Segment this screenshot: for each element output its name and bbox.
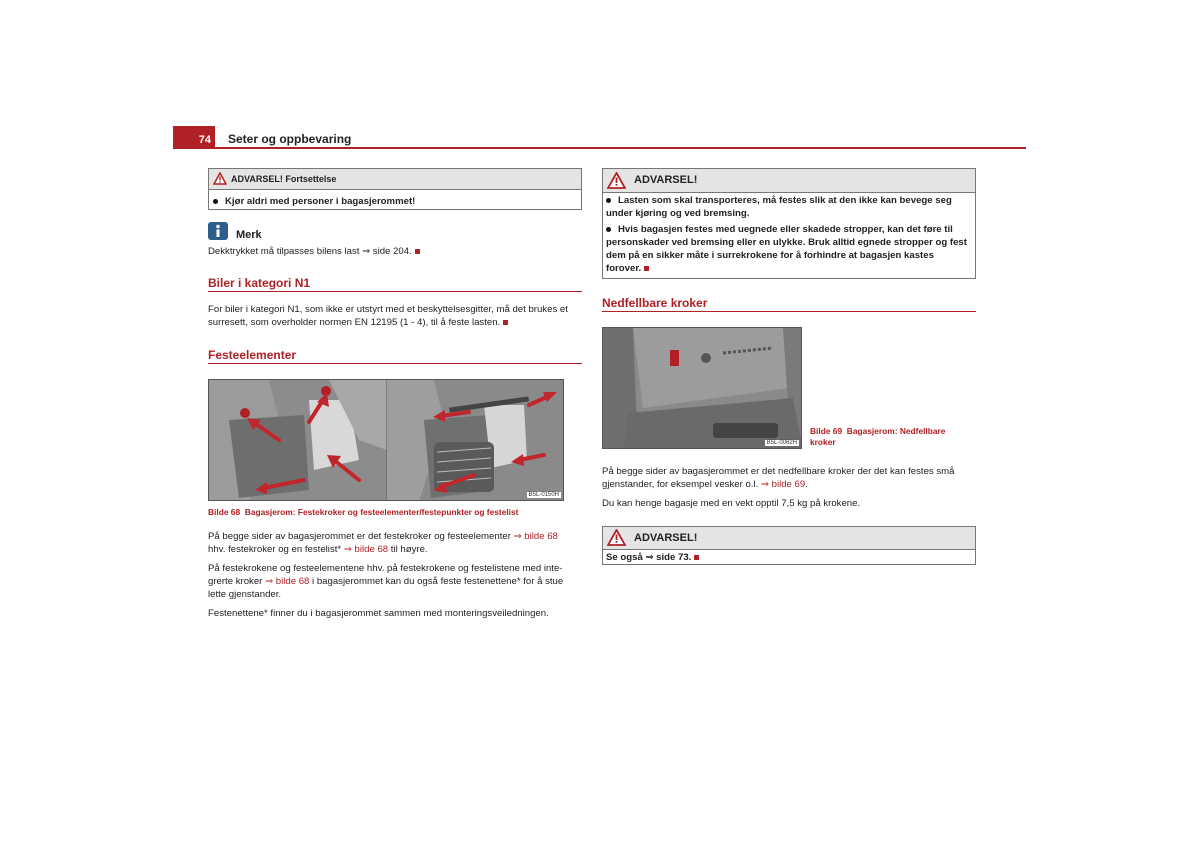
warning-continued-item-text: Kjør aldri med personer i bagasjerommet! xyxy=(225,196,416,207)
warning-icon xyxy=(607,172,626,189)
figure-code: B5L-0062H xyxy=(766,440,797,446)
n1-text xyxy=(208,303,588,329)
warning-continued-box xyxy=(208,168,582,210)
header-rule xyxy=(173,147,1026,149)
section-title: Seter og oppbevaring xyxy=(228,132,352,146)
heading-rule xyxy=(208,363,582,364)
n1-text-line: surresett, som overholder normen EN 12195 (1 - 4), til å feste lasten. xyxy=(208,317,501,328)
bullet-icon xyxy=(606,227,611,232)
warning-text: forover. xyxy=(606,263,642,274)
heading-rule xyxy=(602,311,976,312)
warning-icon xyxy=(213,172,227,185)
paragraph-text: . xyxy=(805,479,808,490)
warning-text: dem på en sikker måte i surrekrokene for å forhindre at bagasjen kastes xyxy=(606,250,934,261)
warning-header xyxy=(603,527,975,550)
nedfellbare-text xyxy=(602,465,982,510)
warning-box-2 xyxy=(602,526,976,565)
paragraph-text: hhv. festekroker og en festelist* xyxy=(208,544,344,555)
figure-69-illustration xyxy=(603,328,802,449)
warning-header xyxy=(603,169,975,193)
paragraph-text: På begge sider av bagasjerommet er det festekroker og festeelementer xyxy=(208,531,514,542)
figure-code: B5L-0150H xyxy=(528,492,559,498)
figure-69-caption xyxy=(810,426,945,448)
warning-text: Lasten som skal transporteres, må festes slik at den ikke kan bevege seg xyxy=(618,195,952,206)
warning-title: ADVARSEL! xyxy=(634,532,698,544)
link-bilde-69[interactable]: ⇒ bilde 69 xyxy=(760,479,806,490)
paragraph-text: til høyre. xyxy=(388,544,428,555)
caption-text: Bagasjerom: Festekroker og festeelementer/festepunkter og festelist xyxy=(244,507,519,517)
warning-box xyxy=(602,168,976,279)
note-title: Merk xyxy=(236,229,262,241)
paragraph-text: Festenettene* finner du i bagasjerommet sammen med monteringsveiledningen. xyxy=(208,608,549,619)
festeelementer-text xyxy=(208,530,588,620)
caption-text: Bagasjerom: Nedfellbare xyxy=(846,426,946,436)
warning-continued-title: ADVARSEL! Fortsettelse xyxy=(231,174,337,184)
link-bilde-68[interactable]: ⇒ bilde 68 xyxy=(513,531,558,542)
caption-label: Bilde 69 xyxy=(810,426,843,436)
bullet-icon xyxy=(213,199,218,204)
paragraph-text: i bagasjerommet kan du også feste festenettene* for å stue xyxy=(309,576,564,587)
info-icon xyxy=(208,222,228,240)
end-mark xyxy=(503,320,508,325)
figure-69 xyxy=(602,327,802,449)
heading-rule xyxy=(208,291,582,292)
figure-68 xyxy=(208,379,564,501)
paragraph-text: Du kan henge bagasje med en vekt opptil 7,5 kg på krokene. xyxy=(602,498,861,509)
link-bilde-68[interactable]: ⇒ bilde 68 xyxy=(265,576,310,587)
warning-continued-header xyxy=(209,169,581,190)
end-mark xyxy=(415,249,420,254)
paragraph-text: På begge sider av bagasjerommet er det nedfellbare kroker der det kan festes små xyxy=(602,466,955,477)
end-mark xyxy=(694,555,699,560)
figure-68-caption xyxy=(208,507,518,518)
note-text xyxy=(208,245,420,258)
warning-text: under kjøring og ved bremsing. xyxy=(606,208,750,219)
warning-text: personskader ved bremsing eller en ulykke. Bruk alltid egnede stropper og fest xyxy=(606,237,967,248)
paragraph-text: På festekrokene og festeelementene hhv. på festekrokene og festelistene med inte- xyxy=(208,563,563,574)
paragraph-text: gjenstander, for eksempel vesker o.l. xyxy=(602,479,761,490)
end-mark xyxy=(644,266,649,271)
heading-festeelementer: Festeelementer xyxy=(208,348,297,362)
heading-nedfellbare: Nedfellbare kroker xyxy=(602,296,708,310)
warning-text[interactable]: Se også ⇒ side 73. xyxy=(606,552,692,563)
warning-2-body xyxy=(606,551,699,564)
link-bilde-68[interactable]: ⇒ bilde 68 xyxy=(343,544,389,555)
n1-text-line: For biler i kategori N1, som ikke er utstyrt med et beskyttelsesgitter, må det brukes et xyxy=(208,304,568,315)
page-number: 74 xyxy=(173,126,215,148)
paragraph-text: grerte kroker xyxy=(208,576,266,587)
warning-text: Hvis bagasjen festes med uegnede eller skadede stropper, kan det føre til xyxy=(618,224,953,235)
warning-continued-item xyxy=(213,195,415,208)
warning-icon xyxy=(607,529,626,546)
caption-text: kroker xyxy=(810,437,836,447)
warning-title: ADVARSEL! xyxy=(634,174,698,186)
paragraph-text: lette gjenstander. xyxy=(208,589,282,600)
figure-68-illustration xyxy=(209,380,564,501)
heading-n1: Biler i kategori N1 xyxy=(208,276,311,290)
caption-label: Bilde 68 xyxy=(208,507,241,517)
note-text-content: Dekktrykket må tilpasses bilens last ⇒ side 204. xyxy=(208,246,412,257)
warning-body xyxy=(606,194,974,275)
bullet-icon xyxy=(606,198,611,203)
